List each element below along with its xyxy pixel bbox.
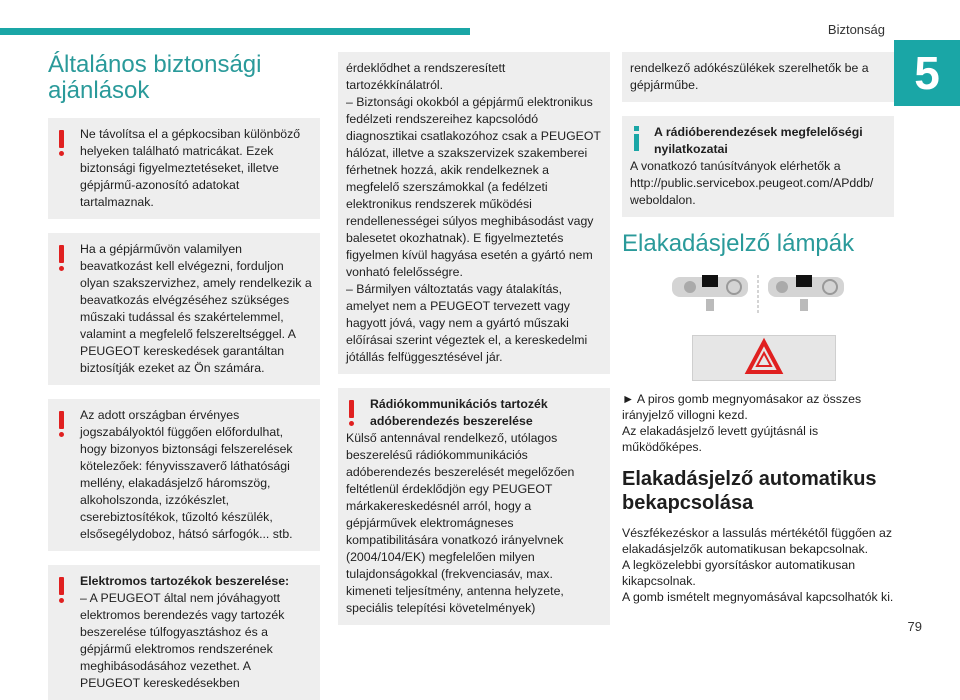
info-title: A rádióberendezések megfelelőségi nyilatkozatai [654, 125, 863, 156]
left-dashboard-icon [672, 275, 748, 311]
warning-box [48, 565, 320, 700]
page-number: 79 [907, 619, 922, 634]
right-dashboard-icon [768, 275, 844, 311]
section-title: Általános biztonsági ajánlások [48, 51, 262, 104]
hazard-button-illustration [692, 335, 836, 381]
warning-title: Rádiókommunikációs tartozék adóberendezés beszerelése [370, 397, 548, 428]
column-2 [338, 52, 610, 639]
warning-box-continued [338, 52, 610, 374]
dashboard-diagram [622, 271, 894, 335]
chapter-number: 5 [894, 40, 960, 106]
warning-box [338, 388, 610, 625]
column-1 [48, 52, 320, 700]
warning-icon [57, 577, 65, 605]
warning-text: Ne távolítsa el a gépkocsiban különböző helyeken található matricákat. Ezek biztonsági figyelmeztetéseket, illetve gépjármű-azonosító adatokat tartalmaznak. [80, 127, 301, 209]
auto-hazard-para-3: A gomb ismételt megnyomásával kapcsolhatók ki. [622, 590, 894, 604]
warning-icon [57, 411, 65, 439]
warning-box [48, 399, 320, 551]
warning-icon [347, 400, 355, 428]
warning-title: Elektromos tartozékok beszerelése: [80, 574, 290, 588]
hazard-switch-figure [622, 271, 894, 381]
hazard-lights-title: Elakadásjelző lámpák [622, 230, 855, 257]
warning-box [48, 233, 320, 385]
info-text: A vonatkozó tanúsítványok elérhetők a http://public.servicebox.peugeot.com/APddb/ weboldalon. [630, 159, 874, 207]
warning-icon [57, 130, 65, 158]
warning-box [48, 118, 320, 219]
warning-text: – A PEUGEOT által nem jóváhagyott elektromos berendezés vagy tartozék beszerelése túlfogyasztáshoz és a gépjármű elektromos rendszerének meghibásodásához vezethet. A PEUGEOT kereskedésekben [80, 591, 285, 690]
hazard-para-2: Az elakadásjelző levett gyújtásnál is működőképes. [622, 424, 819, 454]
hazard-para-1: ► A piros gomb megnyomásakor az összes irányjelző villogni kezd. [622, 392, 862, 422]
section-name: Biztonság [827, 22, 885, 37]
top-accent-bar [0, 28, 470, 35]
info-icon [631, 126, 641, 156]
auto-hazard-para-2: A legközelebbi gyorsításkor automatikusan kikapcsolnak. [622, 558, 856, 588]
auto-hazard-title: Elakadásjelző automatikus bekapcsolása [622, 468, 877, 514]
warning-box-continued [622, 52, 894, 102]
warning-text: Az adott országban érvényes jogszabályoktól függően előfordulhat, hogy bizonyos biztonsági felszerelések kötelezőek: fényvisszaverő láthatósági mellény, elakadásjelző háromszög, alkoholszonda, izzókészlet, cserebiztosítékok, tűzoltó készülék, elsősegélydoboz, hátsó sárfogók... stb. [80, 408, 293, 541]
info-box [622, 116, 894, 217]
warning-text: Külső antennával rendelkező, utólagos beszerelésű rádiókommunikációs adóberendezés beszerelését megelőzően feltétlenül érdeklődjön egy PEUGEOT márkakereskedésnél arról, hogy a gépjárművek elektromágneses kompatibilitására vonatkozó irányelvnek (2004/104/EK) megfelelően milyen tulajdonságokkal (frekvenciasáv, max. kimeneti teljesítmény, antenna helyzete, speciális telepítési követelmények) [346, 431, 575, 615]
hazard-triangle-icon [693, 336, 835, 380]
warning-text: rendelkező adókészülékek szerelhetők be a gépjárműbe. [630, 61, 869, 92]
warning-icon [57, 245, 65, 273]
warning-text: Ha a gépjárművön valamilyen beavatkozást kell elvégezni, forduljon olyan szakszervizhez, amely rendelkezik a beavatkozás elvégzéséhez szükséges műszaki tudással és szakértelemmel, valamint a megfelelő felszereltséggel. A PEUGEOT kereskedések garantáltan biztosítják ezeket az Ön számára. [80, 242, 312, 375]
warning-text: érdeklődhet a rendszeresített tartozékkínálatról. – Biztonsági okokból a gépjármű elektronikus fedélzeti rendszereihez kapcsolódó diagnosztikai csatlakozóhoz csak a PEUGEOT hálózat, illetve a szakszervizek szakemberei férhetnek hozzá, akik rendelkeznek a megfelelő szerszámokkal (a fedélzeti elektronikus rendszerek működési rendellenességei súlyos meghibásodást vagy balesetet okozhatnak). E figyelmeztetés figyelmen kívül hagyása esetén a gyártó nem vonható felelősségre. – Bármilyen változtatás vagy átalakítás, amelyet nem a PEUGEOT tervezett vagy hagyott jóvá, vagy nem a gyártó műszaki előírásai szerint végeztek el, a kereskedelmi jótállás felfüggesztésével jár. [346, 61, 601, 364]
column-3 [622, 52, 894, 605]
auto-hazard-para-1: Vészfékezéskor a lassulás mértékétől függően az elakadásjelzők automatikusan bekapcsolnak. [622, 526, 892, 556]
